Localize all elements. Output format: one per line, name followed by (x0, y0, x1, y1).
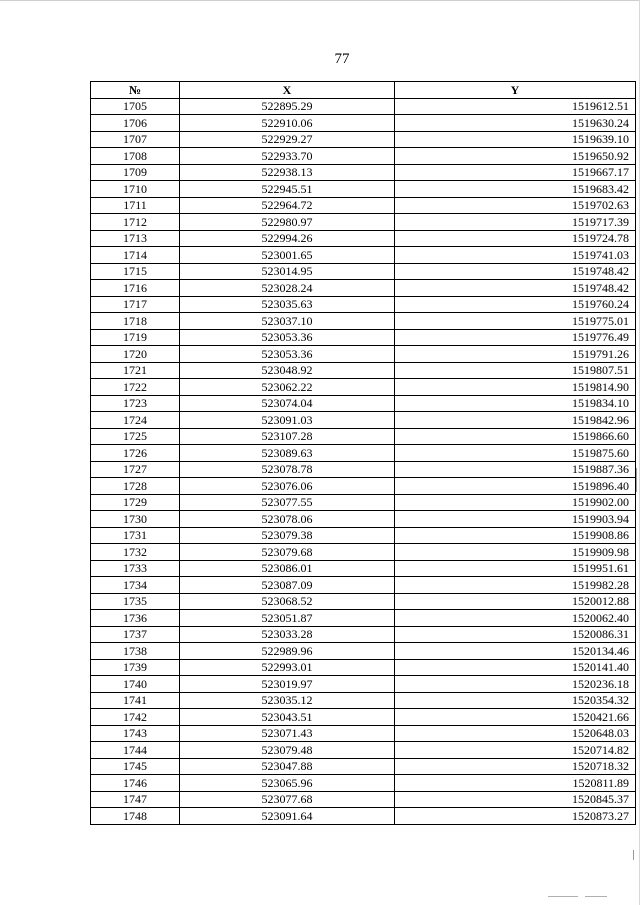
cell-y: 1519902.00 (395, 494, 636, 511)
cell-y: 1520354.32 (395, 692, 636, 709)
cell-y: 1520873.27 (395, 808, 636, 825)
cell-number: 1719 (91, 329, 180, 346)
cell-y: 1519639.10 (395, 131, 636, 148)
cell-y: 1519951.61 (395, 560, 636, 577)
scan-mark (633, 850, 634, 860)
table-row (91, 626, 636, 643)
table-row (91, 148, 636, 165)
cell-y: 1520086.31 (395, 626, 636, 643)
cell-y: 1519908.86 (395, 527, 636, 544)
table-row (91, 115, 636, 132)
cell-number: 1726 (91, 445, 180, 462)
cell-y: 1520845.37 (395, 791, 636, 808)
cell-number: 1715 (91, 263, 180, 280)
cell-x: 523091.03 (180, 412, 395, 429)
cell-y: 1519748.42 (395, 280, 636, 297)
cell-y: 1519887.36 (395, 461, 636, 478)
table-row (91, 478, 636, 495)
cell-y: 1520236.18 (395, 676, 636, 693)
table-row (91, 181, 636, 198)
page-top-edge (0, 0, 640, 1)
cell-x: 523077.68 (180, 791, 395, 808)
cell-x: 523078.78 (180, 461, 395, 478)
table-row (91, 593, 636, 610)
table-row (91, 412, 636, 429)
cell-number: 1727 (91, 461, 180, 478)
cell-number: 1734 (91, 577, 180, 594)
table-row (91, 346, 636, 363)
cell-number: 1714 (91, 247, 180, 264)
table-row (91, 247, 636, 264)
table-row (91, 362, 636, 379)
cell-x: 523107.28 (180, 428, 395, 445)
cell-number: 1713 (91, 230, 180, 247)
cell-y: 1520811.89 (395, 775, 636, 792)
table-row (91, 313, 636, 330)
scan-dash (548, 896, 578, 897)
table-row (91, 395, 636, 412)
table-row (91, 164, 636, 181)
cell-y: 1519834.10 (395, 395, 636, 412)
cell-number: 1733 (91, 560, 180, 577)
cell-y: 1519630.24 (395, 115, 636, 132)
table-row (91, 296, 636, 313)
cell-y: 1519724.78 (395, 230, 636, 247)
cell-number: 1728 (91, 478, 180, 495)
cell-x: 523077.55 (180, 494, 395, 511)
cell-x: 522989.96 (180, 643, 395, 660)
cell-number: 1709 (91, 164, 180, 181)
table-row (91, 709, 636, 726)
table-row (91, 428, 636, 445)
table-row (91, 494, 636, 511)
table-row (91, 511, 636, 528)
cell-x: 522964.72 (180, 197, 395, 214)
table-row (91, 725, 636, 742)
table-row (91, 197, 636, 214)
table-row (91, 527, 636, 544)
cell-number: 1705 (91, 98, 180, 115)
cell-x: 523014.95 (180, 263, 395, 280)
table-row (91, 659, 636, 676)
cell-y: 1519650.92 (395, 148, 636, 165)
cell-y: 1520134.46 (395, 643, 636, 660)
cell-y: 1519909.98 (395, 544, 636, 561)
table-row (91, 445, 636, 462)
cell-y: 1519612.51 (395, 98, 636, 115)
cell-x: 522945.51 (180, 181, 395, 198)
cell-y: 1519842.96 (395, 412, 636, 429)
cell-x: 523079.38 (180, 527, 395, 544)
table-row (91, 643, 636, 660)
cell-y: 1519760.24 (395, 296, 636, 313)
cell-number: 1708 (91, 148, 180, 165)
cell-number: 1735 (91, 593, 180, 610)
header-number: № (91, 82, 180, 99)
table-row (91, 379, 636, 396)
cell-number: 1711 (91, 197, 180, 214)
cell-number: 1742 (91, 709, 180, 726)
cell-x: 523065.96 (180, 775, 395, 792)
cell-number: 1736 (91, 610, 180, 627)
cell-x: 523053.36 (180, 329, 395, 346)
cell-y: 1519775.01 (395, 313, 636, 330)
cell-number: 1730 (91, 511, 180, 528)
cell-x: 523001.65 (180, 247, 395, 264)
cell-y: 1519717.39 (395, 214, 636, 231)
cell-x: 523053.36 (180, 346, 395, 363)
cell-number: 1741 (91, 692, 180, 709)
cell-y: 1520012.88 (395, 593, 636, 610)
table-row (91, 461, 636, 478)
cell-y: 1520062.40 (395, 610, 636, 627)
cell-number: 1748 (91, 808, 180, 825)
cell-number: 1739 (91, 659, 180, 676)
table-row (91, 131, 636, 148)
cell-x: 523079.68 (180, 544, 395, 561)
cell-y: 1519903.94 (395, 511, 636, 528)
table-row (91, 791, 636, 808)
cell-number: 1740 (91, 676, 180, 693)
cell-x: 523078.06 (180, 511, 395, 528)
cell-y: 1520718.32 (395, 758, 636, 775)
table-row (91, 692, 636, 709)
cell-x: 523089.63 (180, 445, 395, 462)
cell-y: 1520648.03 (395, 725, 636, 742)
table-row (91, 329, 636, 346)
table-row (91, 98, 636, 115)
cell-number: 1738 (91, 643, 180, 660)
table-header-row (91, 82, 636, 99)
cell-x: 522933.70 (180, 148, 395, 165)
table-row (91, 758, 636, 775)
cell-number: 1712 (91, 214, 180, 231)
table-row (91, 280, 636, 297)
cell-number: 1706 (91, 115, 180, 132)
cell-number: 1729 (91, 494, 180, 511)
cell-number: 1744 (91, 742, 180, 759)
cell-x: 522980.97 (180, 214, 395, 231)
cell-x: 522993.01 (180, 659, 395, 676)
cell-x: 523091.64 (180, 808, 395, 825)
cell-number: 1747 (91, 791, 180, 808)
cell-number: 1743 (91, 725, 180, 742)
header-y: Y (395, 82, 636, 99)
cell-number: 1731 (91, 527, 180, 544)
cell-number: 1723 (91, 395, 180, 412)
table-row (91, 610, 636, 627)
cell-y: 1519875.60 (395, 445, 636, 462)
cell-number: 1720 (91, 346, 180, 363)
cell-x: 523035.12 (180, 692, 395, 709)
table-row (91, 544, 636, 561)
cell-number: 1710 (91, 181, 180, 198)
cell-y: 1519683.42 (395, 181, 636, 198)
cell-number: 1722 (91, 379, 180, 396)
table-row (91, 230, 636, 247)
cell-x: 523086.01 (180, 560, 395, 577)
cell-number: 1716 (91, 280, 180, 297)
cell-number: 1717 (91, 296, 180, 313)
coordinates-table (90, 81, 636, 825)
cell-y: 1519741.03 (395, 247, 636, 264)
cell-x: 523035.63 (180, 296, 395, 313)
table-row (91, 214, 636, 231)
cell-y: 1519866.60 (395, 428, 636, 445)
table-row (91, 560, 636, 577)
cell-y: 1519814.90 (395, 379, 636, 396)
table-row (91, 775, 636, 792)
cell-y: 1519702.63 (395, 197, 636, 214)
scan-mark (636, 468, 637, 492)
cell-number: 1724 (91, 412, 180, 429)
cell-y: 1519807.51 (395, 362, 636, 379)
cell-x: 523019.97 (180, 676, 395, 693)
table-row (91, 676, 636, 693)
cell-number: 1707 (91, 131, 180, 148)
cell-x: 523033.28 (180, 626, 395, 643)
cell-x: 522929.27 (180, 131, 395, 148)
cell-number: 1745 (91, 758, 180, 775)
cell-x: 523048.92 (180, 362, 395, 379)
cell-x: 523076.06 (180, 478, 395, 495)
cell-y: 1520714.82 (395, 742, 636, 759)
table-body (91, 98, 636, 824)
cell-y: 1519791.26 (395, 346, 636, 363)
cell-x: 522910.06 (180, 115, 395, 132)
cell-y: 1519667.17 (395, 164, 636, 181)
cell-number: 1732 (91, 544, 180, 561)
cell-y: 1519776.49 (395, 329, 636, 346)
cell-x: 523071.43 (180, 725, 395, 742)
cell-y: 1519748.42 (395, 263, 636, 280)
cell-x: 523028.24 (180, 280, 395, 297)
cell-number: 1721 (91, 362, 180, 379)
cell-number: 1725 (91, 428, 180, 445)
cell-y: 1520421.66 (395, 709, 636, 726)
scan-dash (585, 896, 607, 897)
cell-x: 523047.88 (180, 758, 395, 775)
cell-x: 523051.87 (180, 610, 395, 627)
table-row (91, 808, 636, 825)
cell-x: 523062.22 (180, 379, 395, 396)
cell-x: 523087.09 (180, 577, 395, 594)
table-row (91, 263, 636, 280)
cell-x: 522994.26 (180, 230, 395, 247)
cell-number: 1737 (91, 626, 180, 643)
cell-y: 1519982.28 (395, 577, 636, 594)
table-row (91, 742, 636, 759)
cell-x: 523068.52 (180, 593, 395, 610)
cell-x: 522895.29 (180, 98, 395, 115)
header-x: X (180, 82, 395, 99)
cell-x: 523037.10 (180, 313, 395, 330)
cell-y: 1520141.40 (395, 659, 636, 676)
cell-x: 523074.04 (180, 395, 395, 412)
cell-x: 523043.51 (180, 709, 395, 726)
table-row (91, 577, 636, 594)
cell-number: 1746 (91, 775, 180, 792)
cell-x: 523079.48 (180, 742, 395, 759)
table-header (91, 82, 636, 99)
cell-y: 1519896.40 (395, 478, 636, 495)
page-number: 77 (334, 51, 350, 67)
cell-number: 1718 (91, 313, 180, 330)
cell-x: 522938.13 (180, 164, 395, 181)
